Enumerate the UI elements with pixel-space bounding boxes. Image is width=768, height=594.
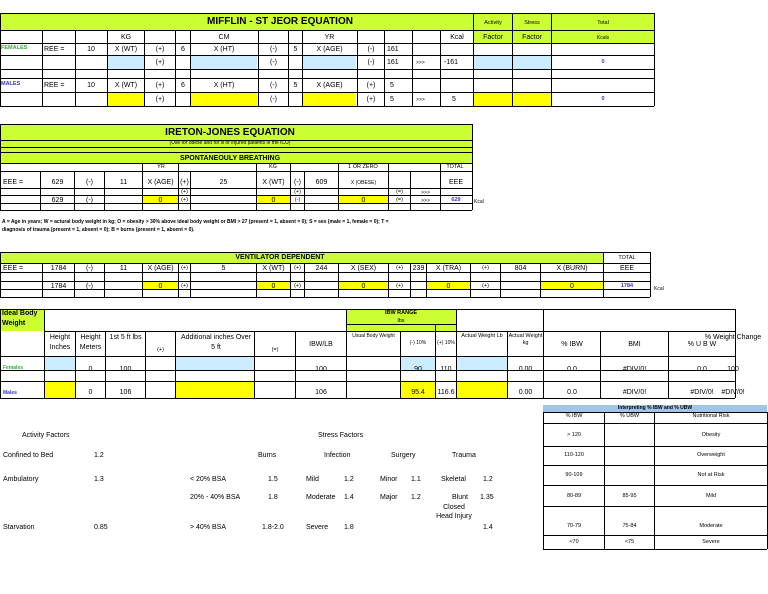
ij-header-yr: YR: [157, 164, 165, 170]
ij-header-total: TOTAL: [446, 164, 464, 170]
females-const: 161: [387, 46, 399, 53]
interpret-r0-risk: Obesity: [701, 432, 721, 438]
ibw-females-kg: 0.00: [518, 366, 533, 373]
ij-eee-total-label: EEE: [448, 179, 463, 186]
vent-eee-label: EEE: [619, 265, 634, 272]
interpret-r2-risk: Not at Risk: [697, 472, 725, 478]
vent-total-header: TOTAL: [618, 255, 636, 261]
females-coef-age: 5: [293, 46, 298, 53]
ij-header-1or0: 1 OR ZERO: [348, 164, 378, 170]
header-kcals: Kcals: [596, 35, 610, 41]
interpret-h-risk: Nutritional Risk: [692, 413, 730, 419]
vent-r2-op4: (+): [396, 283, 403, 289]
vent-title: VENTILATOR DEPENDENT: [235, 254, 325, 261]
ibw-females-pct-ubw: 0.0: [697, 366, 707, 373]
ibw-h-meters: Height Meters: [79, 334, 102, 351]
trauma-1-value: 1.2: [483, 476, 493, 483]
vent-r2-op2: (+): [181, 283, 188, 289]
header-stress: Stress: [524, 20, 540, 26]
ij-header-kg: KG: [269, 164, 277, 170]
females-op4: (+): [155, 59, 165, 66]
ij-op2: (+): [180, 179, 189, 186]
ij-eq1: (=): [396, 189, 403, 195]
starvation-value: 0.85: [94, 524, 108, 531]
interpret-r4-ubw: 75-84: [622, 523, 637, 529]
vent-r2-v2: 0: [158, 283, 163, 290]
burns-1-label: < 20% BSA: [190, 476, 226, 483]
interpret-title: Interpreting % IBW and % UBW: [617, 405, 693, 411]
confined-label: Confined to Bed: [3, 452, 54, 459]
ij-xage: X (AGE): [147, 179, 174, 186]
confined-value: 1.2: [94, 452, 104, 459]
females-x-ht: X (HT): [213, 46, 235, 53]
vent-xsex: X (SEX): [350, 265, 377, 272]
vent-xburn: X (BURN): [556, 265, 588, 272]
ibw-males-pct-ibw: 0.0: [567, 389, 577, 396]
trauma-3-label: Closed Head Injury: [436, 504, 472, 520]
vent-op3: (+): [294, 265, 301, 271]
vent-r2-op1: (-): [86, 283, 93, 290]
males-coef-wt: 10: [87, 82, 95, 89]
ibw-females-first5: 100: [119, 366, 132, 373]
ireton-title: IRETON-JONES EQUATION: [165, 127, 295, 138]
ij-arrow1: >>>: [421, 190, 430, 196]
trauma-header: Trauma: [452, 452, 476, 459]
males-op5: (-): [270, 96, 277, 103]
ibw-males-change: #DIV/0!: [721, 389, 745, 396]
females-x-age: X (AGE): [316, 46, 343, 53]
spont-title: SPONTANEOULY BREATHING: [179, 155, 281, 162]
females-op5: (-): [270, 59, 277, 66]
ibw-h-pct-ibw: % IBW: [561, 341, 583, 348]
ibw-plus: (+): [157, 347, 164, 353]
vent-op2: (+): [181, 265, 188, 271]
interpret-r1-risk: Overweight: [697, 452, 725, 458]
ibw-females-plus10: 110: [440, 366, 452, 373]
ibw-h-act-lb: Actual Weight Lb: [461, 333, 503, 339]
interpret-r3-ibw: 80-89: [566, 493, 582, 499]
vent-r2-v1: 1784: [50, 283, 67, 290]
burns-2-label: 20% - 40% BSA: [190, 494, 241, 501]
ibw-h-pct-change: % Weight Change: [704, 334, 762, 341]
ibw-range-unit: lbs: [397, 318, 405, 324]
ij-r2-op2: (+): [181, 197, 188, 203]
males-total: 0: [601, 96, 605, 102]
ibw-females-ibw: 100: [315, 366, 327, 373]
ibw-males-first5: 106: [119, 389, 132, 396]
ibw-h-bmi: BMI: [628, 341, 641, 348]
ibw-h-ubw: Usual Body Weight: [352, 333, 395, 339]
interpret-r4-ibw: 70-79: [566, 523, 582, 529]
males-op1: (+): [155, 82, 165, 89]
infection-1-label: Mild: [306, 476, 319, 483]
vent-total: 1784: [620, 283, 634, 289]
ibw-males-label: Males: [3, 390, 17, 396]
header-activity-factor: Factor: [483, 34, 503, 41]
males-x-ht: X (HT): [213, 82, 235, 89]
surgery-2-label: Major: [380, 494, 398, 501]
females-result: -161: [444, 59, 459, 66]
ibw-additional: Additional inches Over 5 ft: [180, 334, 252, 351]
surgery-1-label: Minor: [380, 476, 398, 483]
ibw-h-ibw: IBW/LB: [309, 341, 333, 348]
ij-v2: 11: [119, 179, 128, 186]
ambulatory-value: 1.3: [94, 476, 104, 483]
ibw-males-kg: 0.00: [518, 389, 533, 396]
females-x-wt: X (WT): [114, 46, 138, 53]
females-ree: REE =: [44, 46, 65, 53]
ij-r2-v1: 629: [51, 197, 64, 204]
males-label: MALES: [1, 81, 21, 87]
interpret-h-ubw: % UBW: [619, 413, 640, 419]
vent-v1: 1784: [50, 265, 67, 272]
females-op1: (+): [155, 46, 165, 53]
infection-header: Infection: [324, 452, 351, 459]
ibw-h-plus10: (+) 10%: [437, 340, 455, 346]
interpret-r1-ibw: 110-120: [564, 452, 584, 458]
burns-3-label: > 40% BSA: [190, 524, 226, 531]
activity-factors-title: Activity Factors: [22, 432, 70, 439]
infection-3-label: Severe: [306, 524, 329, 531]
header-activity: Activity: [484, 20, 502, 26]
interpret-r0-ibw: > 120: [567, 432, 581, 438]
vent-op4: (+): [396, 265, 403, 271]
infection-2-value: 1.4: [344, 494, 354, 501]
trauma-3-value: 1.4: [483, 524, 493, 531]
surgery-header: Surgery: [391, 452, 416, 459]
mifflin-title: MIFFLIN - ST JEOR EQUATION: [207, 16, 353, 27]
females-op3: (-): [367, 46, 375, 53]
interpret-r2-ibw: 90-109: [565, 472, 583, 478]
ij-xobese: X (OBESE): [350, 180, 377, 186]
males-const2: 5: [390, 96, 394, 103]
males-x-wt: X (WT): [114, 82, 138, 89]
header-kg: KG: [120, 34, 132, 41]
ibw-females-change: 100: [727, 366, 739, 373]
ij-total: 629: [451, 197, 461, 203]
males-op3: (+): [366, 82, 376, 89]
ibw-females-label: Females: [3, 365, 24, 371]
ij-v4: 609: [315, 179, 328, 186]
ij-r2-v3: 0: [271, 197, 276, 204]
surgery-2-value: 1.2: [411, 494, 421, 501]
vent-v2: 11: [119, 265, 128, 272]
ibw-range-title: IBW RANGE: [384, 310, 418, 316]
vent-op1: (-): [86, 265, 93, 272]
ibw-males-ibw: 106: [315, 389, 327, 396]
ibw-males-plus10: 116.6: [437, 389, 455, 396]
interpret-r3-risk: Mild: [705, 493, 717, 499]
ij-r2-eq: (=): [396, 197, 403, 203]
ibw-h-act-kg: Actual Weight kg: [508, 333, 543, 346]
vent-xwt: X (WT): [262, 265, 285, 272]
infection-3-value: 1.8: [344, 524, 354, 531]
ij-note-2: diagnosis of trauma (present = 1, absent = 0); B = burns (present = 1, absent = 0).: [2, 227, 195, 233]
males-arrow: >>>: [416, 97, 425, 103]
ij-r2-v2: 0: [158, 197, 163, 204]
ij-eee: EEE =: [3, 179, 24, 186]
females-const2: 161: [387, 59, 399, 66]
interpret-r5-ibw: <70: [569, 539, 579, 545]
ij-op3: (-): [294, 179, 301, 186]
ibw-h-inches: Height Inches: [49, 334, 71, 351]
ibw-males-pct-ubw: #DIV/0!: [690, 389, 714, 396]
ibw-males-minus10: 95.4: [411, 389, 425, 396]
vent-r2-op3: (+): [294, 283, 301, 289]
header-kcal: Kcal: [450, 34, 464, 41]
males-coef-ht: 6: [181, 82, 185, 89]
females-label: FEMALES: [1, 45, 28, 51]
vent-r2-op5: (+): [482, 283, 489, 289]
ij-op3b: (+): [294, 189, 301, 195]
ibw-eq: (=): [271, 347, 279, 353]
males-result: 5: [452, 96, 456, 103]
males-op6: (+): [366, 96, 376, 103]
ireton-subtitle: (Use for obese and for ill or injured patients in the ICU): [169, 140, 291, 146]
ij-v1: 629: [51, 179, 64, 186]
burns-header: Burns: [258, 452, 277, 459]
ij-r2-op1: (-): [86, 197, 93, 204]
trauma-2-label: Blunt: [452, 494, 468, 501]
ibw-males-meters: 0: [88, 389, 93, 396]
burns-1-value: 1.5: [268, 476, 278, 483]
ij-r2-op3: (-): [294, 197, 301, 203]
ij-xwt: X (WT): [262, 179, 285, 186]
interpret-r5-risk: Severe: [702, 539, 720, 545]
males-const: 5: [390, 82, 394, 89]
vent-v4: 244: [315, 265, 328, 272]
ibw-h-minus10: (-) 10%: [409, 340, 427, 346]
males-x-age: X (AGE): [316, 82, 343, 89]
ibw-h-pct-ubw: % U B W: [687, 341, 717, 348]
ij-r2-v4: 0: [361, 197, 366, 204]
ij-v3: 25: [219, 179, 228, 186]
females-arrow: >>>: [416, 60, 425, 66]
interpret-r3-ubw: 85-95: [622, 493, 637, 499]
ibw-females-minus10: 90: [414, 366, 422, 373]
males-op2: (-): [270, 82, 277, 89]
males-op4: (+): [155, 96, 165, 103]
stress-factors-title: Stress Factors: [318, 432, 364, 439]
burns-3-value: 1.8-2.0: [262, 524, 284, 531]
ibw-females-meters: 0: [88, 366, 93, 373]
females-coef-wt: 10: [87, 46, 95, 53]
burns-2-value: 1.8: [268, 494, 278, 501]
infection-1-value: 1.2: [344, 476, 354, 483]
vent-v3: 5: [221, 265, 226, 272]
interpret-r4-risk: Moderate: [699, 523, 723, 529]
vent-eee: EEE =: [3, 265, 24, 272]
vent-op5: (+): [482, 265, 489, 271]
header-yr: YR: [324, 34, 335, 41]
males-coef-age: 5: [293, 82, 298, 89]
vent-r2-v3: 0: [271, 283, 276, 290]
starvation-label: Starvation: [3, 524, 35, 531]
females-coef-ht: 6: [181, 46, 185, 53]
ibw-females-pct-ibw: 0.0: [567, 366, 577, 373]
ibw-males-bmi: #DIV/0!: [622, 389, 647, 396]
vent-r2-v5: 0: [446, 283, 451, 290]
vent-v5: 239: [412, 265, 425, 272]
interpret-h-ibw: % IBW: [565, 413, 583, 419]
ambulatory-label: Ambulatory: [3, 476, 39, 483]
infection-2-label: Moderate: [306, 494, 336, 501]
females-op2: (-): [270, 46, 277, 53]
males-ree: REE =: [44, 82, 65, 89]
header-total: Total: [597, 20, 609, 26]
females-total: 0: [601, 59, 605, 65]
trauma-1-label: Skeletal: [441, 476, 466, 483]
vent-r2-v6: 0: [570, 283, 574, 290]
interpret-r5-ubw: <75: [624, 539, 635, 545]
vent-xage: X (AGE): [147, 265, 174, 272]
ibw-females-bmi: #DIV/0!: [622, 366, 647, 373]
vent-r2-v4: 0: [361, 283, 366, 290]
trauma-2-value: 1.35: [480, 494, 494, 501]
ij-kcal: Kcal: [474, 199, 484, 205]
vent-xtra: X (TRA): [435, 265, 462, 272]
ij-op2b: (+): [181, 189, 188, 195]
header-cm: CM: [218, 34, 230, 41]
ibw-title: Ideal Body Weight: [2, 310, 38, 327]
ibw-first5: 1st 5 ft lbs: [109, 334, 142, 341]
ij-r2-arrow: >>>: [421, 198, 430, 204]
vent-kcal: Kcal: [654, 286, 664, 292]
vent-v6: 804: [514, 265, 527, 272]
header-stress-factor: Factor: [522, 34, 542, 41]
females-op6: (-): [367, 59, 375, 66]
ij-op1: (-): [86, 179, 93, 186]
surgery-1-value: 1.1: [411, 476, 421, 483]
ij-note-1: A = Age in years; W = actural body weight in kg; O = obesity > 30% above ideal body weight or BMI > 27 (present = 1, absent = 0); S = sex (male = 1, female = 0); T =: [2, 219, 389, 225]
